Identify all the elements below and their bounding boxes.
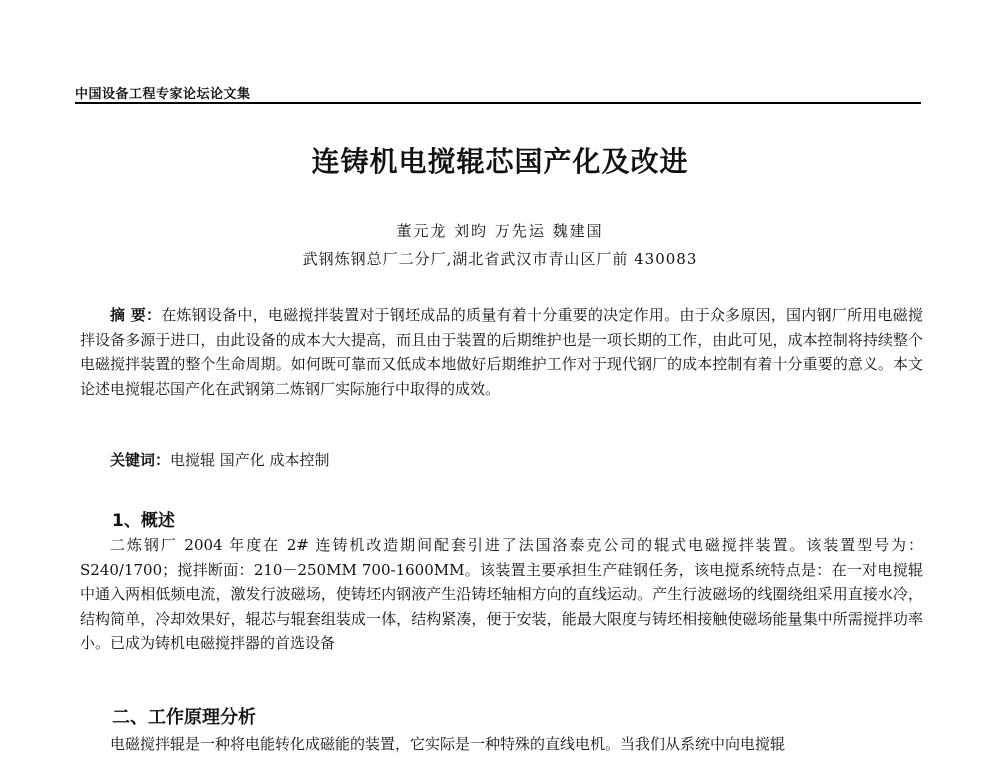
- paper-title: 连铸机电搅辊芯国产化及改进: [311, 145, 689, 178]
- abstract: [80, 303, 923, 401]
- keywords: [80, 448, 953, 473]
- paper-affiliation: 武钢炼钢总厂二分厂,湖北省武汉市青山区厂前 430083: [302, 250, 698, 268]
- abstract-label: 摘 要：: [110, 306, 162, 324]
- running-header: 中国设备工程专家论坛论文集: [75, 87, 251, 102]
- header-rule: [75, 102, 921, 104]
- section2-paragraph: 电磁搅拌辊是一种将电能转化成磁能的装置，它实际是一种特殊的直线电机。当我们从系统中向电搅辊: [110, 735, 786, 753]
- keywords-text: 电搅辊 国产化 成本控制: [170, 451, 330, 469]
- section1-paragraph: 二炼钢厂 2004 年度在 2# 连铸机改造期间配套引进了法国洛泰克公司的辊式电磁搅拌装置。该装置型号为：S240/1700；搅拌断面：210－250MM 700-1600MM。该装置主要承担生产硅钢任务，该电搅系统特点是：在一对电搅辊中通入两相低频电流，激发行波磁场，使铸坯内钢液产生沿铸坯轴相方向的直线运动。产生行波磁场的线圈绕组采用直接水冷，结构简单，冷却效果好，辊芯与辊套组装成一体，结构紧凑，便于安装，能最大限度与铸坯相接触使磁场能量集中所需搅拌功率小。已成为铸机电磁搅拌器的首选设备: [80, 536, 923, 652]
- abstract-text: 在炼钢设备中，电磁搅拌装置对于钢坯成品的质量有着十分重要的决定作用。由于众多原因，国内钢厂所用电磁搅拌设备多源于进口，由此设备的成本大大提高，而且由于装置的后期维护也是一项长期的工作，由此可见，成本控制将持续整个电磁搅拌装置的整个生命周期。如何既可靠而又低成本地做好后期维护工作对于现代钢厂的成本控制有着十分重要的意义。本文论述电搅辊芯国产化在武钢第二炼钢厂实际施行中取得的成效。: [80, 306, 923, 398]
- paper-authors: 董元龙 刘昀 万先运 魏建国: [396, 222, 604, 240]
- section2-heading: 二、工作原理分析: [112, 707, 256, 728]
- keywords-label: 关键词：: [110, 451, 171, 469]
- section1-heading: 1、概述: [112, 511, 175, 531]
